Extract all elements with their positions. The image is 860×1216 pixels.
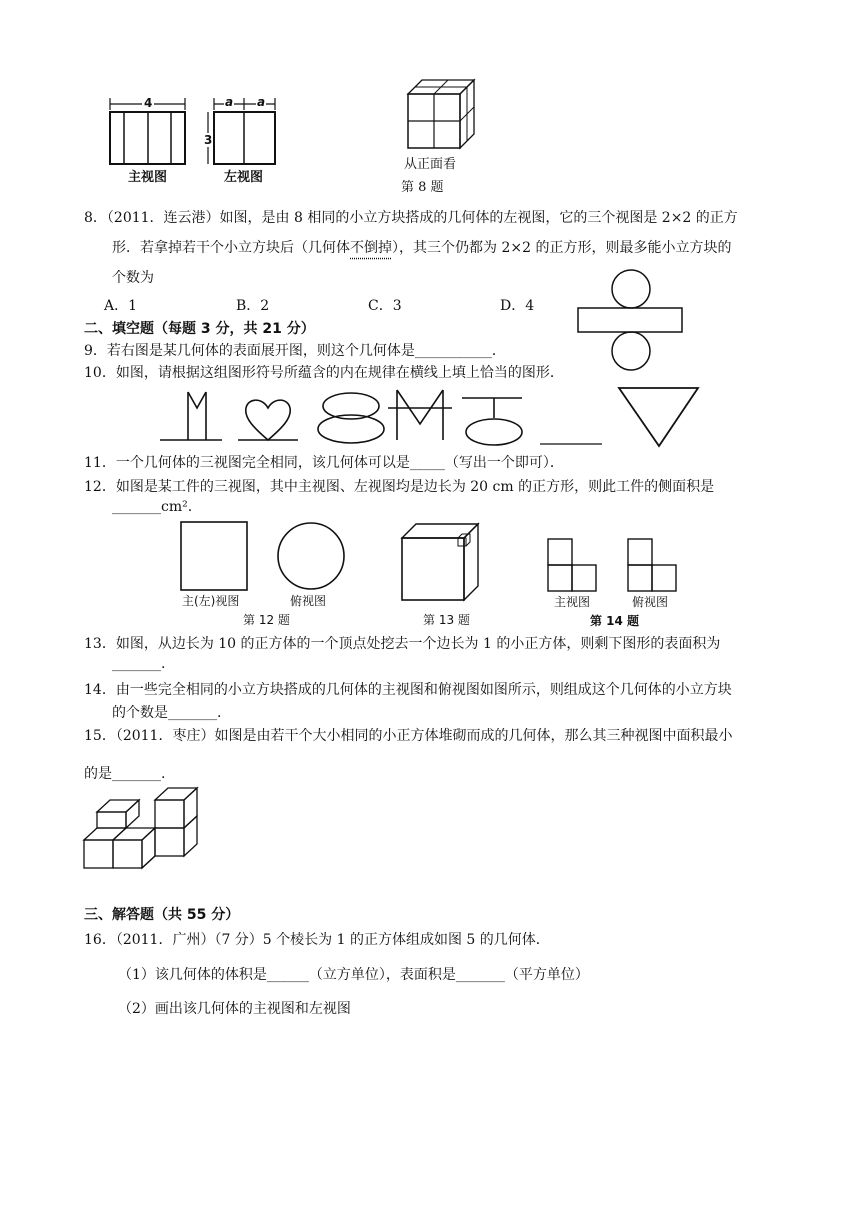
section2-heading: 二、填空题（每题 3 分，共 21 分） xyxy=(84,321,315,337)
fig8-dim-main: 4 xyxy=(144,96,153,110)
section3-heading: 三、解答题（共 55 分） xyxy=(84,907,240,923)
q11-text: 11．一个几何体的三视图完全相同，该几何体可以是_____（写出一个即可）． xyxy=(84,455,564,471)
fig8-dim-a-left: a xyxy=(225,95,234,109)
q13-line1: 13．如图，从边长为 10 的正方体的一个顶点处挖去一个边长为 1 的小正方体，则剩下图形的表面积为 xyxy=(84,636,721,652)
q16-sub1: （1）该几何体的体积是______（立方单位），表面积是_______（平方单位） xyxy=(118,967,589,983)
q8-line2-a: 形．若拿掉若干个小立方块后（几何体 xyxy=(112,240,350,256)
fig8-caption: 第 8 题 xyxy=(401,180,444,195)
q8-line2-dotted: 不倒掉 xyxy=(350,240,392,256)
fig12-top-label: 俯视图 xyxy=(290,594,327,608)
fig8-main-view-label: 主视图 xyxy=(128,170,168,185)
fig14-views xyxy=(546,537,686,595)
fig13-cube xyxy=(400,522,480,604)
fig8-dim-height: 3 xyxy=(204,133,213,147)
q8-option-a: A．1 xyxy=(104,298,138,314)
fig12-views xyxy=(176,520,356,600)
q16-sub2: （2）画出该几何体的主视图和左视图 xyxy=(118,1001,351,1017)
q10-symbols xyxy=(160,384,700,450)
q14-line1: 14．由一些完全相同的小立方块搭成的几何体的主视图和俯视图如图所示，则组成这个几何体的小立方块 xyxy=(84,682,732,698)
q8-line2-b: ），其三个仍都为 2×2 的正方形，则最多能小立方块的 xyxy=(392,240,732,256)
fig14-main-label: 主视图 xyxy=(554,595,591,609)
q8-line1: 8．（2011．连云港）如图，是由 8 相同的小立方块搭成的几何体的左视图，它的三个视图是 2×2 的正方 xyxy=(84,210,738,226)
fig13-caption: 第 13 题 xyxy=(423,613,470,627)
q15-line1: 15．（2011．枣庄）如图是由若干个大小相同的小正方体堆砌而成的几何体，那么其三种视图中面积最小 xyxy=(84,728,733,744)
fig12-caption: 第 12 题 xyxy=(243,613,290,627)
q8-option-c: C．3 xyxy=(368,298,402,314)
q16-line1: 16．（2011．广州）（7 分）5 个棱长为 1 的正方体组成如图 5 的几何体． xyxy=(84,932,550,948)
q8-line3: 个数为 xyxy=(112,270,154,286)
fig8-front-label: 从正面看 xyxy=(404,157,457,172)
q10-text: 10．如图，请根据这组图形符号所蕴含的内在规律在横线上填上恰当的图形． xyxy=(84,365,564,381)
cylinder-net-figure xyxy=(576,268,686,372)
q15-cube-stack xyxy=(82,790,207,872)
q15-line2: 的是_______. xyxy=(84,766,166,782)
q9-text: 9．若右图是某几何体的表面展开图，则这个几何体是___________． xyxy=(84,343,506,359)
q12-line1: 12．如图是某工件的三视图，其中主视图、左视图均是边长为 20 cm 的正方形，则此工件的侧面积是 xyxy=(84,479,715,495)
fig12-main-left-label: 主(左)视图 xyxy=(182,594,240,608)
fig8-dim-a-right: a xyxy=(257,95,266,109)
q8-line2 xyxy=(112,237,731,257)
fig14-top-label: 俯视图 xyxy=(632,595,669,609)
fig14-caption: 第 14 题 xyxy=(590,614,640,628)
q8-option-d: D．4 xyxy=(500,298,535,314)
fig8-cube xyxy=(406,78,476,153)
q14-line2: 的个数是_______. xyxy=(112,705,222,721)
q13-line2: _______. xyxy=(112,656,166,672)
fig8-left-view-label: 左视图 xyxy=(224,170,264,185)
q8-option-b: B．2 xyxy=(236,298,270,314)
q12-line2: _______cm². xyxy=(112,499,193,515)
